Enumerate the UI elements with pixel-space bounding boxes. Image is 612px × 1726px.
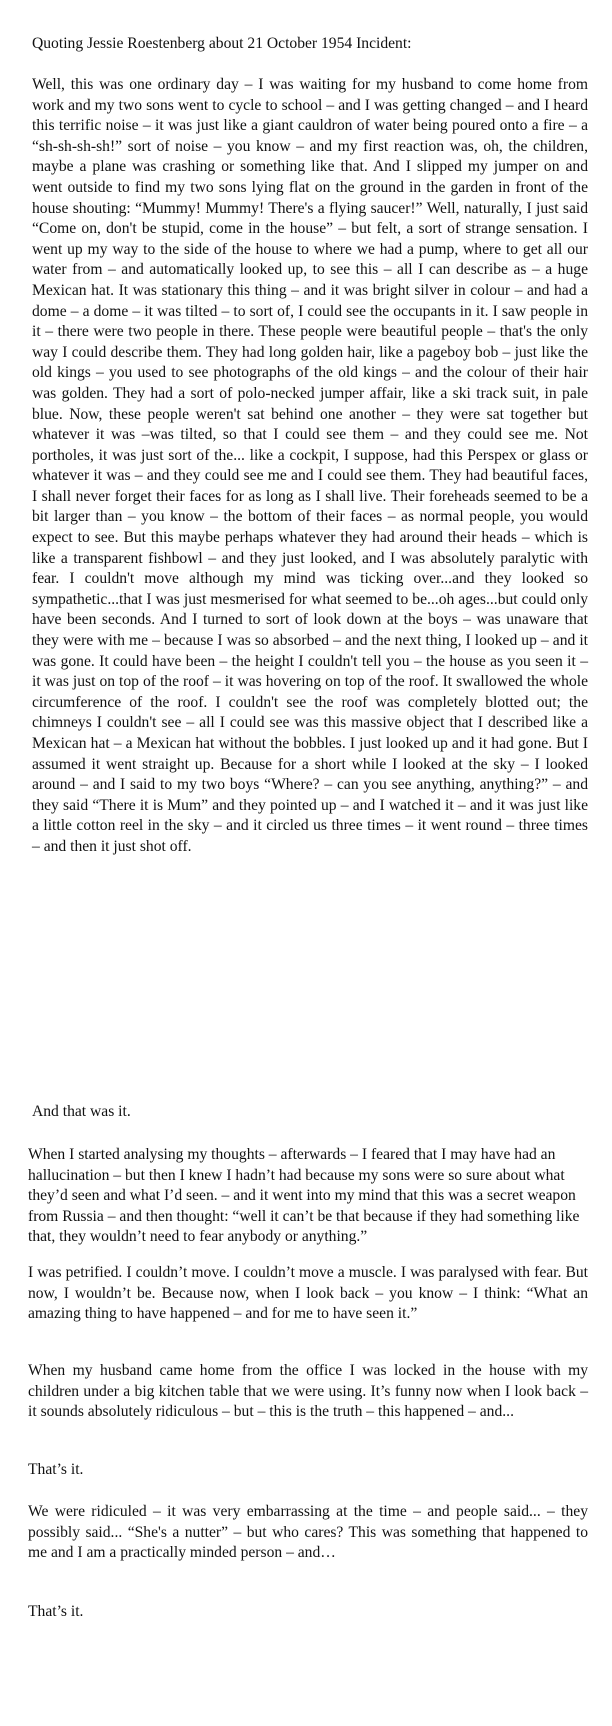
quote-paragraph-5: We were ridiculed – it was very embarrassing at the time – and people said... – they possibly said... “She's a nutter” – but who cares? This was something that happened to me and I am a practically minded person – and… [28,1503,588,1562]
quote-paragraph-2: When I started analysing my thoughts – afterwards – I feared that I may have had an hallucination – but then I knew I hadn’t had because my sons were so sure about what they’d seen and what I’d seen. – and it went into my mind that this was a secret weapon from Russia – and then thought: “well it can’t be that because if they had something like that, they wouldn’t need to fear anybody or anything.” [28,1146,580,1246]
quote-paragraph-3: I was petrified. I couldn’t move. I couldn’t move a muscle. I was paralysed with fear. But now, I wouldn’t be. Because now, when I look back – you know – I think: “What an amazing thing to have happened – and for me to have seen it.” [28,1264,588,1323]
quote-paragraph-4: When my husband came home from the office I was locked in the house with my children under a big kitchen table that we were using. It’s funny now when I look back – it sounds absolutely ridiculous – but – this is the truth – this happened – and... [28,1362,588,1421]
quote-paragraph-1: Well, this was one ordinary day – I was waiting for my husband to come home from work and my two sons went to cycle to school – and I was getting changed – and I heard this terrific noise – it was just like a giant cauldron of water being poured onto a fire – a “sh-sh-sh-sh!” sort of noise – you know – and my first reaction was, oh, the children, maybe a plane was crashing or something like that. And I slipped my jumper on and went outside to find my two sons lying flat on the ground in the garden in front of the house shouting: “Mummy! Mummy! There's a flying saucer!” Well, naturally, I just said “Come on, don't be stupid, come in the house” – but felt, a sort of strange sensation. I went up my way to the side of the house to where we had a pump, where to get all our water from – and automatically looked up, to see this – all I can describe as – a huge Mexican hat. It was stationary this thing – and it was bright silver in colour – and had a dome – a dome – it was tilted – to sort of, I could see the occupants in it. I saw people in it – there were two people in there. These people were beautiful people – that's the only way I could describe them. They had long golden hair, like a pageboy bob – just like the old kings – you used to see photographs of the old kings – and the colour of their hair was golden. They had a sort of polo-necked jumper affair, like a ski track suit, in pale blue. Now, these people weren't sat behind one another – they were sat together but whatever it was –was tilted, so that I could see them – and they could see me. Not portholes, it was just sort of the... like a cockpit, I suppose, had this Perspex or glass or whatever it was – and they could see me and I could see them. They had beautiful faces, I shall never forget their faces for as long as I shall live. Their foreheads seemed to be a bit larger than – you know – the bottom of their faces – as normal people, you would expect to see. But this maybe perhaps whatever they had around their heads – which is like a transparent fishbowl – and they just looked, and I was absolutely paralytic with fear. I couldn't move although my mind was ticking over...and they looked so sympathetic...that I was just mesmerised for what seemed to be...oh ages...but could only have been seconds. And I turned to sort of look down at the boys – was unaware that they were with me – because I was so absorbed – and the next thing, I looked up – and it was gone. It could have been – the height I couldn't tell you – the house as you seen it – it was just on top of the roof – it was hovering on top of the roof. It swallowed the whole circumference of the roof. I couldn't see the roof was completely blotted out; the chimneys I couldn't see – all I could see was this massive object that I described like a Mexican hat – a Mexican hat without the bobbles. I just looked up and it had gone. But I assumed it went straight up. Because for a short while I looked at the sky – I looked around – and I said to my two boys “Where? – can you see anything, anything?” – and they said “There it is Mum” and they pointed up – and I watched it – and it was just like a little cotton reel in the sky – and it circled us three times – it went round – three times – and then it just shot off. [32,76,588,855]
thats-it-line-1: That’s it. [28,1461,84,1478]
document-title: Quoting Jessie Roestenberg about 21 October 1954 Incident: [32,35,412,52]
closing-line: And that was it. [32,1103,131,1120]
thats-it-line-2: That’s it. [28,1603,84,1620]
